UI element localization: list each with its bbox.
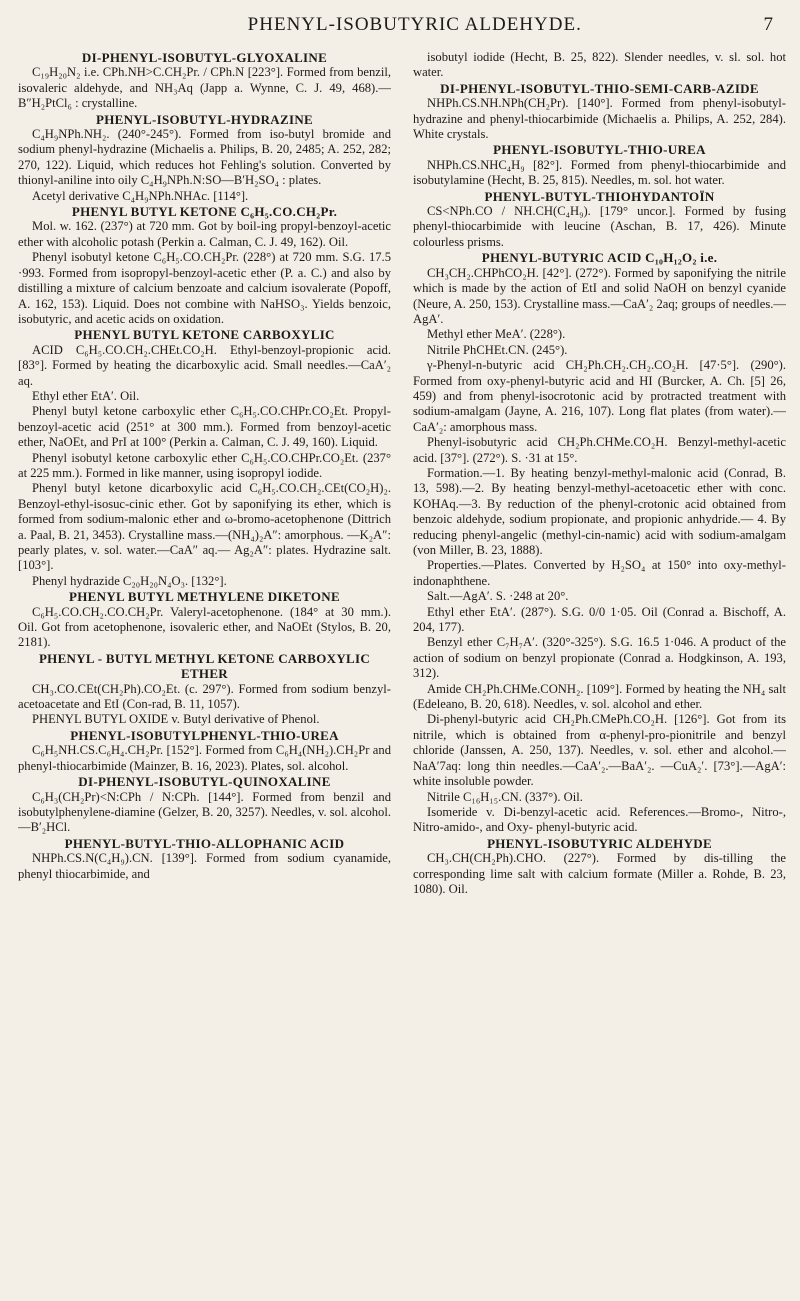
entry-text: isobutyl iodide (Hecht, B. 25, 822). Slender needles, v. sl. sol. hot water. (413, 50, 786, 80)
entry-text: Nitrile C₁₆H₁₅.CN. (337°). Oil. (427, 789, 583, 804)
entry-text: Salt.—AgA′. S. ·248 at 20°. (427, 589, 569, 604)
entry-heading: PHENYL-ISOBUTYL-HYDRAZINE (96, 111, 313, 127)
entry-text: CH₃CH₂.CHPhCO₂H. [42°]. (272°). Formed by saponifying the nitrile which is made by the action of EtI and solid NaOH on benzyl cyanide (Neure, A. 250, 153). Crystalline mass.—CaA′₂ 2aq; groups of needles.—AgA′. (413, 265, 786, 326)
entry-text: Phenyl butyl ketone carboxylic ether C₆H₅.CO.CHPr.CO₂Et. Propyl-benzoyl-acetic acid (251° at 300 mm.). Formed from benzoyl-acetic ether, NaOEt, and PrI at 100° (Perkin a. Calman, C. J. 49, 160). Liquid. (18, 404, 391, 450)
page-header (26, 14, 774, 38)
entry-text: Phenyl butyl ketone dicarboxylic acid C₆H₅.CO.CH₂.CEt(CO₂H)₂. Benzoyl-ethyl-isosuc-cinic ether. Got by saponifying its ether, which is formed from sodium-malonic ether and ω-bromo-acetophenone (Dittrich a. Paal, B. 21, 3453). Crystalline mass.—(NH₄)₂A″: amorphous. —K₂A″: pearly plates, v. sol. water.—CaA″ aq.— Ag₂A″: plates. Hydrazine salt. [103°]. (18, 481, 391, 573)
entry-text: NHPh.CS.NH.NPh(CH₂Pr). [140°]. Formed from phenyl-isobutyl-hydrazine and phenyl-thiocarbimide (Michaelis a. Philips, A. 252, 284). White crystals. (413, 96, 786, 142)
entry-text: CH₃.CO.CEt(CH₂Ph).CO₂Et. (c. 297°). Formed from sodium benzyl-acetoacetate and EtI (Con-rad, B. 11, 1057). (18, 681, 391, 712)
two-column-body (18, 50, 786, 1293)
entry-heading: PHENYL-ISOBUTYLPHENYL-THIO-UREA (70, 727, 339, 743)
entry-text: Ethyl ether EtA′. Oil. (32, 388, 140, 403)
entry-text: C₆H₅NH.CS.C₆H₄.CH₂Pr. [152°]. Formed from C₆H₄(NH₂).CH₂Pr and phenyl-thiocarbimide (Mainzer, B. 16, 2023). Plates, sol. alcohol. (18, 743, 391, 773)
entry-text: Isomeride v. Di-benzyl-acetic acid. References.—Bromo-, Nitro-, Nitro-amido-, and Oxy- phenyl-butyric acid. (413, 804, 786, 835)
entry-text: Benzyl ether C₇H₇A′. (320°-325°). S.G. 16.5 1·046. A product of the action of sodium on benzyl propionate (Conrad a. Hodgkinson, A. 193, 312). (413, 635, 786, 681)
entry-heading: DI-PHENYL-ISOBUTYL-QUINOXALINE (78, 774, 331, 790)
entry-text: PHENYL BUTYL OXIDE v. Butyl derivative of Phenol. (32, 712, 320, 727)
entry-text: C₁₉H₂₀N₂ i.e. CPh.NH>C.CH₂Pr. / CPh.N [223°]. Formed from benzil, isovaleric aldehyde, and NH₃Aq (Japp a. Wynne, C. J. 49, 468).— B″H₂PtCl₆ : crystalline. (18, 65, 391, 111)
entry-text: CH₃.CH(CH₂Ph).CHO. (227°). Formed by dis-tilling the corresponding lime salt with calcium formate (Miller a. Rohde, B. 23, 1080). Oil. (413, 851, 786, 896)
entry-heading: PHENYL-BUTYL-THIOHYDANTOÏN (484, 188, 715, 204)
entry-text: NHPh.CS.N(C₄H₉).CN. [139°]. Formed from sodium cyanamide, phenyl thiocarbimide, and (18, 851, 391, 881)
entry-text: Phenyl hydrazide C₂₀H₂₀N₄O₃. [132°]. (32, 573, 227, 588)
entry-heading: PHENYL BUTYL KETONE CARBOXYLIC (74, 327, 335, 343)
entry-heading: PHENYL BUTYL METHYLENE DIKETONE (69, 589, 340, 605)
page-number: 7 (763, 14, 774, 35)
entry-text: Formation.—1. By heating benzyl-methyl-malonic acid (Conrad, B. 13, 598).—2. By heating benzyl-methyl-acetoacetic ether with conc. KOHAq.—3. By reduction of the phenyl-crotonic acid obtained from benzoic aldehyde, sodium propionate, and propionic anhydride.— 4. By reducing phenyl-angelic (methyl-cin-namic) acid with sodium-amalgam (von Miller, B. 23, 1888). (413, 465, 786, 557)
entry-text: Di-phenyl-butyric acid CH₂Ph.CMePh.CO₂H. [126°]. Got from its nitrile, which is obtained from α-phenyl-pro-pionitrile and benzyl chloride (Janssen, A. 250, 137). Needles, v. sol. ether and alcohol.— NaA′7aq: long thin needles.—CaA′₂.—BaA′₂. —CuA₂′. [73°].—AgA′: white insoluble powder. (413, 712, 786, 789)
entry-text: Phenyl isobutyl ketone carboxylic ether C₆H₅.CO.CHPr.CO₂Et. (237° at 225 mm.). Formed in like manner, using isopropyl iodide. (18, 450, 391, 480)
entry-heading: PHENYL BUTYL KETONE C₆H₅.CO.CH₂Pr. (71, 204, 338, 220)
entry-text: Mol. w. 162. (237°) at 720 mm. Got by boil-ing propyl-benzoyl-acetic ether with alcoholic potash (Perkin a. Calman, C. J. 49, 162). Oil. (18, 219, 391, 249)
entry-text: γ-Phenyl-n-butyric acid CH₂Ph.CH₂.CH₂.CO₂H. [47·5°]. (290°). Formed from oxy-phenyl-butyric acid and HI (Burcker, A. Ch. [5] 26, 459) and from phenyl-isocrotonic acid by protracted treatment with sodium-amalgam (Jayne, A. 216, 107). Long flat plates (from water).—CaA′₂: amorphous mass. (413, 358, 786, 434)
entry-text: Phenyl-isobutyric acid CH₂Ph.CHMe.CO₂H. Benzyl-methyl-acetic acid. [37°]. (272°). S. ·31 at 15°. (413, 435, 786, 465)
right-column (413, 50, 786, 1293)
entry-text: Phenyl isobutyl ketone C₆H₅.CO.CH₂Pr. (228°) at 720 mm. S.G. 17.5 ·993. Formed from isopropyl-benzoyl-acetic ether (P. a. C.) and also by distilling a mixture of calcium benzoate and calcium isovalerate (Popoff, A. 162, 153). Liquid. Does not combine with NaHSO₃. Yields benzoic, isobutyric, and acetic acids on oxidation. (18, 250, 391, 326)
entry-text: NHPh.CS.NHC₄H₉ [82°]. Formed from phenyl-thiocarbimide and isobutylamine (Hecht, B. 25, 815). Needles, m. sol. hot water. (413, 157, 786, 188)
entry-heading: PHENYL-ISOBUTYL-THIO-UREA (493, 142, 706, 158)
entry-heading: DI-PHENYL-ISOBUTYL-GLYOXALINE (81, 50, 328, 65)
entry-text: C₄H₉NPh.NH₂. (240°-245°). Formed from iso-butyl bromide and sodium phenyl-hydrazine (Michaelis a. Philips, B. 20, 2485; A. 252, 282; 270, 122). Liquid, which reduces hot Fehling's solution. Converted by thionyl-aniline into oily C₄H₉NPh.N:SO—B′H₂SO₄ : plates. (18, 127, 391, 188)
entry-text: Properties.—Plates. Converted by H₂SO₄ at 150° into oxy-methyl-indonaphthene. (413, 558, 786, 588)
entry-text: Nitrile PhCHEt.CN. (245°). (427, 342, 568, 357)
entry-heading: PHENYL-BUTYL-THIO-ALLOPHANIC ACID (64, 835, 345, 851)
entry-text: Amide CH₂Ph.CHMe.CONH₂. [109°]. Formed by heating the NH₄ salt (Edeleano, B. 20, 618). Needles, v. sol. alcohol and ether. (413, 681, 786, 712)
running-title: PHENYL-ISOBUTYRIC ALDEHYDE. (247, 14, 582, 35)
entry-heading: PHENYL - BUTYL METHYL KETONE CARBOXYLIC ETHER (38, 650, 371, 682)
entry-heading: DI-PHENYL-ISOBUTYL-THIO-SEMI-CARB-AZIDE (440, 80, 759, 96)
left-column (18, 50, 391, 1293)
entry-text: CS<NPh.CO / NH.CH(C₄H₉). [179° uncor.]. Formed by fusing phenyl-thiocarbimide with leucine (Aschan, B. 17, 426). Minute colourless prisms. (413, 204, 786, 249)
entry-text: Ethyl ether EtA′. (287°). S.G. 0/0 1·05. Oil (Conrad a. Bischoff, A. 204, 177). (413, 604, 786, 635)
entry-text: C₆H₃(CH₂Pr)<N:CPh / N:CPh. [144°]. Formed from benzil and isobutylphenylene-diamine (Gelzer, B. 20, 3257). Needles, v. sol. alcohol.—B′₂HCl. (18, 789, 391, 835)
entry-text: Acetyl derivative C₄H₉NPh.NHAc. [114°]. (32, 188, 249, 203)
entry-heading: PHENYL-ISOBUTYRIC ALDEHYDE (487, 835, 712, 851)
entry-text: Methyl ether MeA′. (228°). (427, 327, 566, 342)
entry-text: ACID C₆H₅.CO.CH₂.CHEt.CO₂H. Ethyl-benzoyl-propionic acid. [83°]. Formed by heating the dicarboxylic acid. Small needles.—CaA′₂ aq. (18, 342, 391, 388)
entry-text: C₆H₅.CO.CH₂.CO.CH₂Pr. Valeryl-acetophenone. (184° at 30 mm.). Oil. Got from acetophenone, isovaleric ether, and NaOEt (Stylos, B. 20, 2181). (18, 604, 391, 650)
entry-heading: PHENYL-BUTYRIC ACID C₁₀H₁₂O₂ i.e. (481, 250, 718, 266)
